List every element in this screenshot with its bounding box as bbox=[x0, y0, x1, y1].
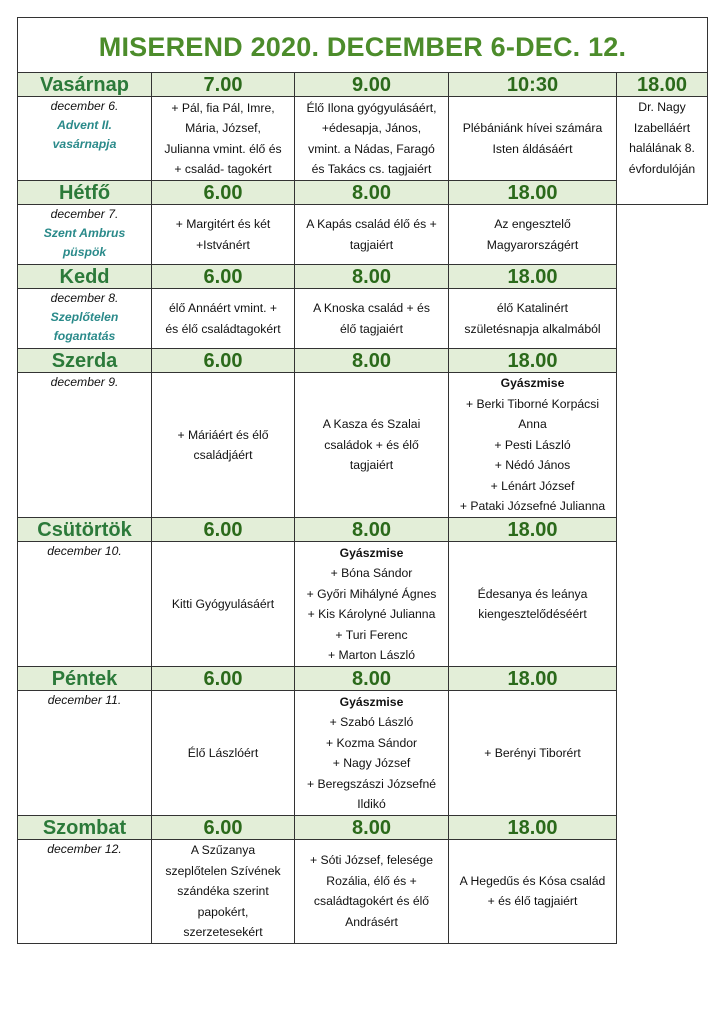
empty-cell bbox=[617, 816, 708, 840]
mass-time: 9.00 bbox=[295, 73, 449, 97]
mass-time: 6.00 bbox=[152, 518, 295, 542]
intention-line: családtagokért és élő bbox=[313, 894, 430, 909]
empty-cell bbox=[617, 518, 708, 542]
intention-line: + Győri Mihályné Ágnes bbox=[306, 586, 437, 601]
day-detail-row bbox=[18, 840, 708, 944]
date-cell bbox=[18, 840, 152, 944]
feast-label: vasárnapja bbox=[52, 137, 117, 151]
intention-line: élő tagjaiért bbox=[339, 321, 403, 336]
day-header-row bbox=[18, 181, 708, 205]
day-detail-row bbox=[18, 542, 708, 667]
date-label: december 9. bbox=[50, 375, 119, 389]
page-title: MISEREND 2020. DECEMBER 6-DEC. 12. bbox=[18, 18, 708, 73]
day-name: Szerda bbox=[18, 349, 152, 373]
intention-line: + Pesti László bbox=[494, 437, 571, 452]
intention-cell bbox=[617, 97, 708, 205]
empty-cell bbox=[617, 205, 708, 265]
intention-line: Izabelláért bbox=[633, 120, 691, 135]
intention-line: A Kasza és Szalai bbox=[322, 417, 421, 432]
intention-cell bbox=[449, 840, 617, 944]
intention-line: születésnapja alkalmából bbox=[464, 321, 601, 336]
requiem-label: Gyászmise bbox=[339, 694, 404, 709]
intention-line: + Kozma Sándor bbox=[325, 735, 418, 750]
intention-line: Kitti Gyógyulásáért bbox=[171, 596, 275, 611]
intention-cell bbox=[295, 373, 449, 518]
day-detail-row bbox=[18, 373, 708, 518]
mass-time: 18.00 bbox=[617, 73, 708, 97]
intention-line: + Bóna Sándor bbox=[330, 566, 413, 580]
intention-line: tagjaiért bbox=[349, 237, 394, 252]
intention-cell bbox=[295, 205, 449, 265]
intention-cell bbox=[152, 373, 295, 518]
empty-cell bbox=[617, 840, 708, 944]
day-detail-row bbox=[18, 691, 708, 816]
day-detail-row bbox=[18, 97, 708, 181]
day-header-row bbox=[18, 518, 708, 542]
intention-cell bbox=[449, 97, 617, 181]
intention-line: + Máriáért és élő bbox=[177, 427, 269, 442]
intention-cell bbox=[152, 691, 295, 816]
day-name: Péntek bbox=[18, 667, 152, 691]
day-header-row bbox=[18, 73, 708, 97]
intention-line: + Nagy József bbox=[332, 756, 411, 770]
intention-line: + Pál, fia Pál, Imre, bbox=[171, 100, 275, 115]
mass-time: 6.00 bbox=[152, 667, 295, 691]
requiem-label: Gyászmise bbox=[339, 545, 404, 560]
mass-time: 10:30 bbox=[449, 73, 617, 97]
intention-line: családjáért bbox=[193, 448, 253, 462]
intention-line: + Nédó János bbox=[494, 458, 571, 473]
intention-line: papokért, bbox=[197, 904, 249, 919]
intention-cell bbox=[449, 205, 617, 265]
intention-cell bbox=[295, 691, 449, 816]
intention-cell bbox=[449, 289, 617, 349]
mass-time: 18.00 bbox=[449, 265, 617, 289]
intention-cell bbox=[295, 97, 449, 181]
day-detail-row bbox=[18, 205, 708, 265]
day-header-row bbox=[18, 349, 708, 373]
intention-cell bbox=[152, 97, 295, 181]
empty-cell bbox=[617, 265, 708, 289]
intention-line: Isten áldásáért bbox=[492, 141, 573, 156]
mass-time: 6.00 bbox=[152, 349, 295, 373]
intention-line: + Kis Károlyné Julianna bbox=[307, 607, 436, 621]
day-header-row bbox=[18, 667, 708, 691]
mass-time: 18.00 bbox=[449, 518, 617, 542]
mass-time: 18.00 bbox=[449, 349, 617, 373]
day-detail-row bbox=[18, 289, 708, 349]
intention-line: A Kapás család élő és + bbox=[306, 217, 437, 231]
intention-cell bbox=[152, 289, 295, 349]
intention-line: + Beregszászi Józsefné bbox=[306, 776, 437, 791]
intention-cell bbox=[152, 542, 295, 667]
intention-line: szerzetesekért bbox=[183, 925, 263, 939]
empty-cell bbox=[617, 373, 708, 518]
date-label: december 10. bbox=[47, 544, 122, 558]
date-cell bbox=[18, 542, 152, 667]
date-label: december 8. bbox=[50, 291, 119, 305]
intention-line: Mária, József, bbox=[185, 121, 261, 135]
day-name: Csütörtök bbox=[18, 518, 152, 542]
intention-line: +édesapja, János, bbox=[321, 121, 422, 135]
intention-line: Élő Lászlóért bbox=[187, 745, 259, 760]
intention-line: és Takács cs. tagjaiért bbox=[311, 162, 432, 176]
mass-time: 8.00 bbox=[295, 349, 449, 373]
intention-line: + Sóti József, felesége bbox=[310, 853, 433, 868]
intention-line: és élő családtagokért bbox=[165, 321, 281, 336]
intention-line: Rozália, élő és + bbox=[326, 873, 417, 888]
intention-cell bbox=[152, 840, 295, 944]
day-name: Vasárnap bbox=[18, 73, 152, 97]
schedule-sheet bbox=[17, 17, 708, 944]
empty-cell bbox=[617, 691, 708, 816]
intention-line: + és élő tagjaiért bbox=[487, 894, 578, 909]
mass-time: 8.00 bbox=[295, 181, 449, 205]
mass-time: 6.00 bbox=[152, 265, 295, 289]
feast-label: fogantatás bbox=[53, 329, 116, 343]
intention-cell bbox=[449, 542, 617, 667]
feast-label: Advent II. bbox=[57, 118, 112, 132]
intention-line: Dr. Nagy bbox=[638, 100, 686, 114]
intention-line: + Berényi Tiborért bbox=[484, 745, 581, 760]
intention-line: + Marton László bbox=[327, 648, 416, 662]
mass-time: 6.00 bbox=[152, 181, 295, 205]
mass-time: 8.00 bbox=[295, 667, 449, 691]
empty-cell bbox=[617, 289, 708, 349]
mass-time: 18.00 bbox=[449, 181, 617, 205]
intention-line: Julianna vmint. élő és bbox=[164, 141, 282, 156]
intention-cell bbox=[152, 205, 295, 265]
date-label: december 11. bbox=[47, 693, 122, 707]
day-header-row bbox=[18, 816, 708, 840]
day-name: Szombat bbox=[18, 816, 152, 840]
date-cell bbox=[18, 373, 152, 518]
mass-time: 6.00 bbox=[152, 816, 295, 840]
intention-line: + Szabó László bbox=[329, 715, 414, 729]
mass-schedule-table bbox=[17, 17, 708, 944]
intention-line: + család- tagokért bbox=[174, 162, 272, 176]
mass-time: 18.00 bbox=[449, 816, 617, 840]
intention-line: tagjaiért bbox=[349, 458, 394, 473]
intention-line: Élő Ilona gyógyulásáért, bbox=[306, 100, 437, 115]
intention-line: vmint. a Nádas, Faragó bbox=[308, 141, 435, 156]
intention-line: + Margitért és két bbox=[175, 217, 271, 231]
date-label: december 6. bbox=[50, 99, 119, 113]
intention-line: évfordulóján bbox=[628, 161, 696, 176]
date-cell bbox=[18, 289, 152, 349]
date-cell bbox=[18, 691, 152, 816]
date-label: december 12. bbox=[47, 842, 122, 856]
day-name: Hétfő bbox=[18, 181, 152, 205]
intention-line: A Szűzanya bbox=[190, 843, 256, 857]
mass-time: 7.00 bbox=[152, 73, 295, 97]
requiem-label: Gyászmise bbox=[500, 376, 565, 391]
feast-label: püspök bbox=[62, 245, 107, 259]
intention-line: élő Annáért vmint. + bbox=[168, 301, 278, 315]
mass-time: 8.00 bbox=[295, 816, 449, 840]
intention-line: Az engesztelő bbox=[494, 217, 571, 231]
intention-cell bbox=[449, 373, 617, 518]
intention-line: szeplőtelen Szívének bbox=[165, 863, 281, 878]
date-cell bbox=[18, 97, 152, 181]
intention-line: Édesanya és leánya bbox=[477, 586, 588, 601]
intention-line: A Knoska család + és bbox=[313, 301, 430, 315]
intention-line: + Lénárt József bbox=[490, 478, 575, 493]
intention-cell bbox=[295, 289, 449, 349]
intention-line: Andrásért bbox=[345, 914, 398, 929]
intention-line: +Istvánért bbox=[196, 237, 250, 252]
mass-time: 18.00 bbox=[449, 667, 617, 691]
empty-cell bbox=[617, 667, 708, 691]
intention-line: + Turi Ferenc bbox=[335, 627, 408, 642]
intention-line: Plébániánk hívei számára bbox=[462, 121, 603, 135]
intention-line: + Berki Tiborné Korpácsi bbox=[465, 396, 600, 411]
intention-line: + Pataki Józsefné Julianna bbox=[459, 499, 606, 514]
date-cell bbox=[18, 205, 152, 265]
intention-line: halálának 8. bbox=[629, 141, 695, 155]
intention-line: szándéka szerint bbox=[177, 884, 269, 898]
intention-line: kiengesztelődéséért bbox=[478, 607, 587, 621]
intention-line: élő Katalinért bbox=[496, 301, 569, 315]
intention-line: A Hegedűs és Kósa család bbox=[459, 873, 606, 888]
empty-cell bbox=[617, 542, 708, 667]
intention-line: Ildikó bbox=[357, 797, 386, 811]
day-name: Kedd bbox=[18, 265, 152, 289]
day-header-row bbox=[18, 265, 708, 289]
mass-time: 8.00 bbox=[295, 265, 449, 289]
intention-line: családok + és élő bbox=[324, 437, 419, 452]
mass-time: 8.00 bbox=[295, 518, 449, 542]
feast-label: Szeplőtelen bbox=[50, 310, 119, 324]
intention-cell bbox=[449, 691, 617, 816]
intention-line: Anna bbox=[518, 417, 547, 432]
feast-label: Szent Ambrus bbox=[43, 226, 126, 240]
date-label: december 7. bbox=[50, 207, 119, 221]
intention-cell bbox=[295, 840, 449, 944]
empty-cell bbox=[617, 349, 708, 373]
intention-cell bbox=[295, 542, 449, 667]
intention-line: Magyarországért bbox=[486, 237, 579, 252]
